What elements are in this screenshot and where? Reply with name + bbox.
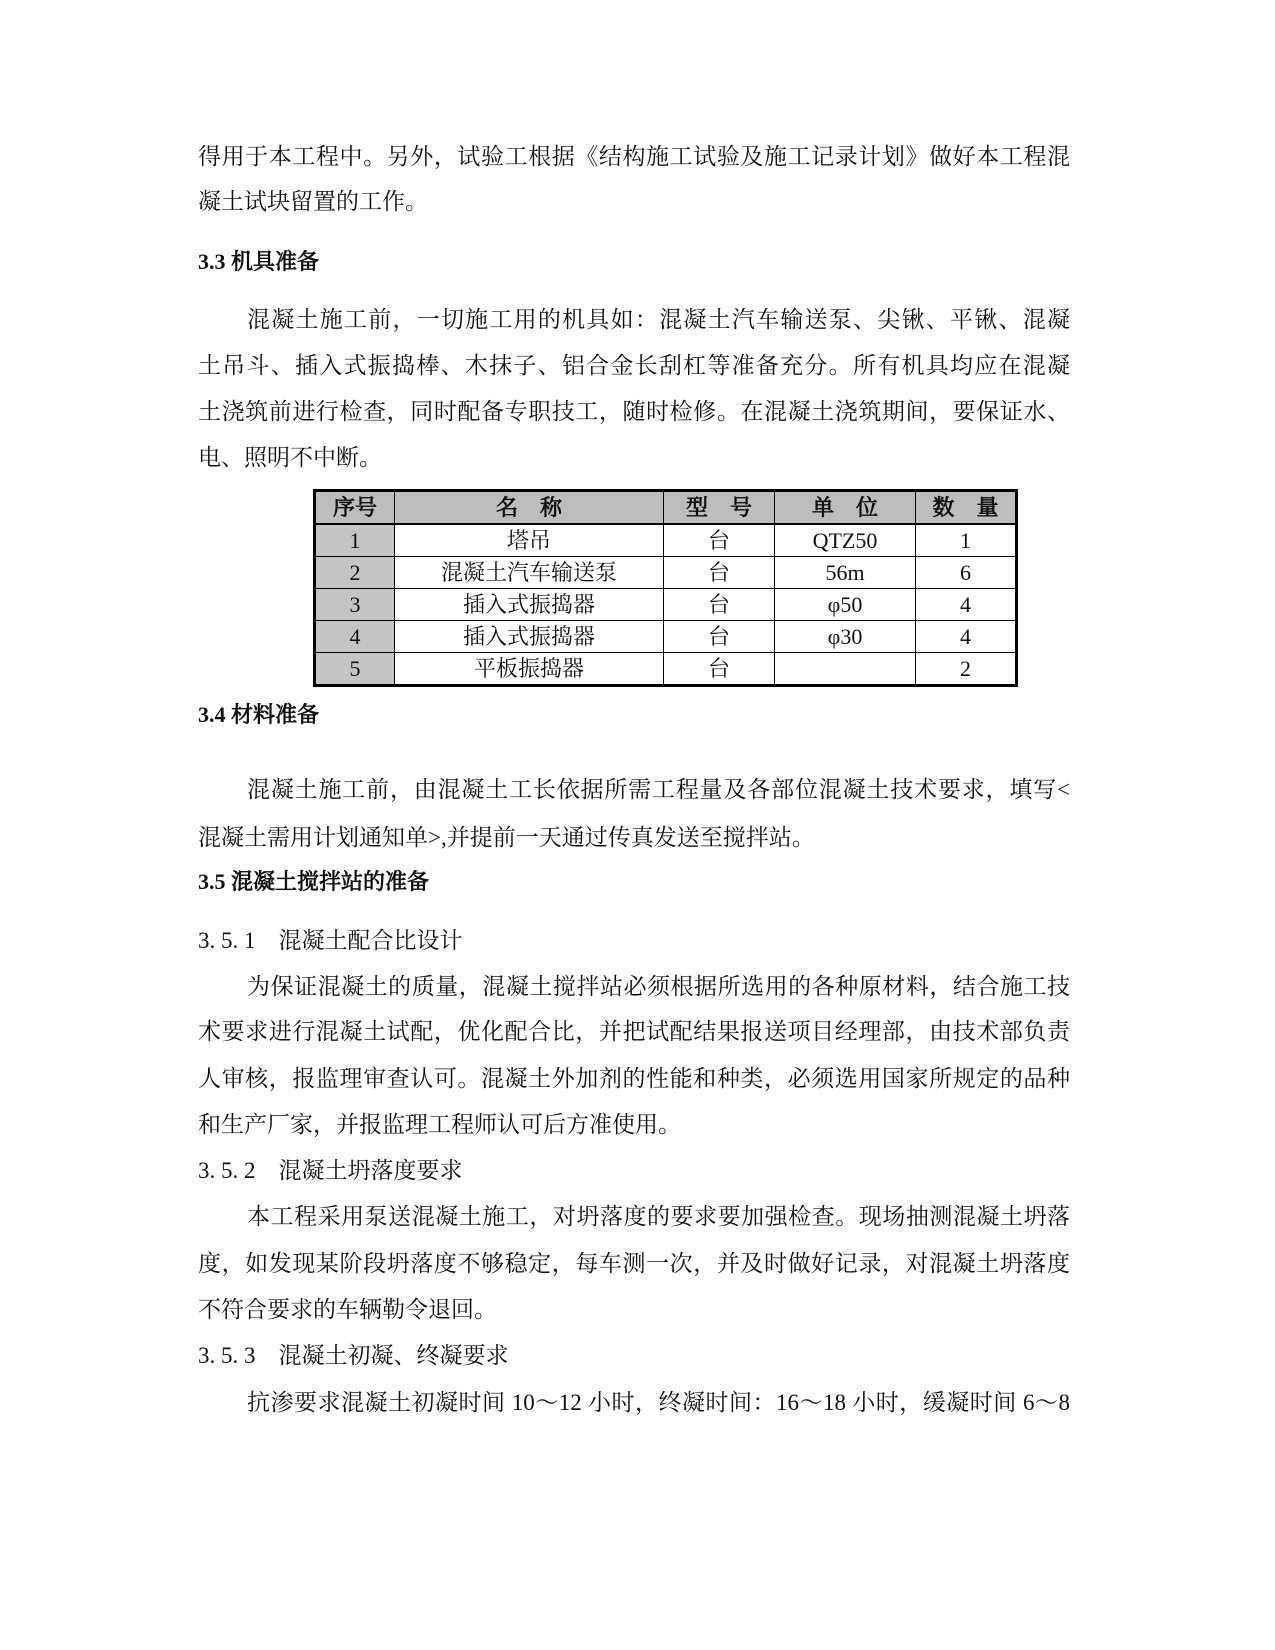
cell-unit: 56m [775,557,916,589]
cell-quantity: 4 [916,621,1017,653]
cell-index: 1 [315,524,395,557]
cell-quantity: 6 [916,557,1017,589]
section-heading-3-3: 3.3 机具准备 [198,249,320,274]
table-row [315,557,1017,589]
table-row [315,589,1017,621]
paragraph-line: 得用于本工程中。另外，试验工根据《结构施工试验及施工记录计划》做好本工程混 [198,144,1070,169]
table-header-row [315,491,1017,525]
table-row [315,524,1017,557]
paragraph-line: 混凝土施工前，一切施工用的机具如：混凝土汽车输送泵、尖锹、平锹、混凝 [247,307,1070,332]
cell-unit: QTZ50 [775,524,916,557]
subsection-title-3-5-1: 3. 5. 1 混凝土配合比设计 [198,928,463,953]
paragraph-line: 为保证混凝土的质量，混凝土搅拌站必须根据所选用的各种原材料，结合施工技 [247,974,1070,999]
cell-name: 塔吊 [395,524,664,557]
cell-quantity: 4 [916,589,1017,621]
cell-index: 3 [315,589,395,621]
cell-name: 平板振捣器 [395,653,664,686]
cell-quantity: 1 [916,524,1017,557]
cell-model: 台 [664,557,775,589]
paragraph-line: 电、照明不中断。 [198,445,382,470]
paragraph-line: 混凝土需用计划通知单>,并提前一天通过传真发送至搅拌站。 [198,825,815,850]
cell-name: 插入式振捣器 [395,589,664,621]
header-quantity: 数 量 [916,491,1017,525]
cell-unit: φ30 [775,621,916,653]
paragraph-line: 度，如发现某阶段坍落度不够稳定，每车测一次，并及时做好记录，对混凝土坍落度 [198,1251,1070,1276]
cell-model: 台 [664,621,775,653]
paragraph-line: 抗渗要求混凝土初凝时间 10～12 小时，终凝时间：16～18 小时，缓凝时间 6～8 [247,1390,1070,1415]
paragraph-line: 人审核，报监理审查认可。混凝土外加剂的性能和种类，必须选用国家所规定的品种 [198,1066,1070,1091]
paragraph-line: 不符合要求的车辆勒令退回。 [198,1297,497,1322]
paragraph-line: 凝土试块留置的工作。 [198,189,428,214]
subsection-title-3-5-2: 3. 5. 2 混凝土坍落度要求 [198,1158,463,1183]
section-heading-3-5: 3.5 混凝土搅拌站的准备 [198,869,430,894]
cell-name: 插入式振捣器 [395,621,664,653]
cell-name: 混凝土汽车输送泵 [395,557,664,589]
cell-unit: φ50 [775,589,916,621]
paragraph-line: 土吊斗、插入式振捣棒、木抹子、铝合金长刮杠等准备充分。所有机具均应在混凝 [198,353,1070,378]
header-name: 名 称 [395,491,664,525]
cell-model: 台 [664,589,775,621]
paragraph-line: 术要求进行混凝土试配，优化配合比，并把试配结果报送项目经理部，由技术部负责 [198,1019,1070,1044]
header-index: 序号 [315,491,395,525]
cell-unit [775,653,916,686]
paragraph-line: 混凝土施工前，由混凝土工长依据所需工程量及各部位混凝土技术要求，填写< [247,777,1070,802]
header-model: 型 号 [664,491,775,525]
cell-quantity: 2 [916,653,1017,686]
paragraph-line: 本工程采用泵送混凝土施工，对坍落度的要求要加强检查。现场抽测混凝土坍落 [247,1204,1070,1229]
paragraph-line: 和生产厂家，并报监理工程师认可后方准使用。 [198,1112,681,1137]
subsection-title-3-5-3: 3. 5. 3 混凝土初凝、终凝要求 [198,1343,509,1368]
section-heading-3-4: 3.4 材料准备 [198,702,320,727]
cell-model: 台 [664,524,775,557]
cell-model: 台 [664,653,775,686]
table-row [315,653,1017,686]
cell-index: 2 [315,557,395,589]
cell-index: 4 [315,621,395,653]
equipment-table [313,489,1018,687]
paragraph-line: 土浇筑前进行检查，同时配备专职技工，随时检修。在混凝土浇筑期间，要保证水、 [198,399,1070,424]
table-row [315,621,1017,653]
header-unit: 单 位 [775,491,916,525]
cell-index: 5 [315,653,395,686]
